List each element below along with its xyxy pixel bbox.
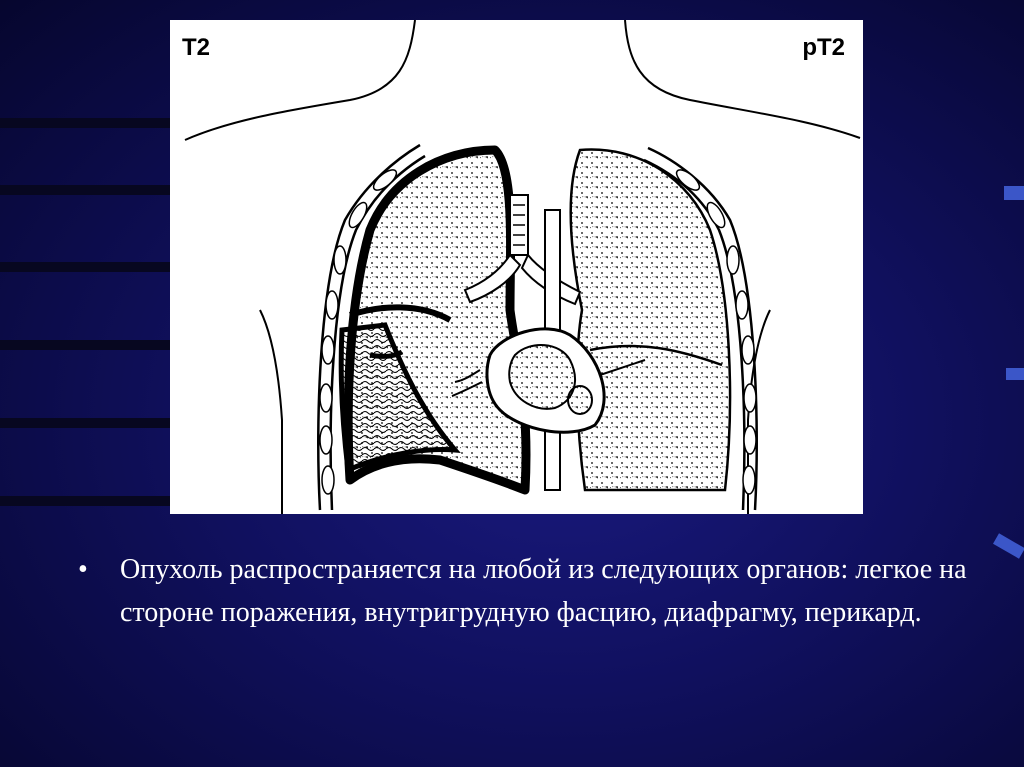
background-stripe: [0, 418, 170, 428]
background-stripe: [0, 185, 170, 195]
background-stripe: [0, 496, 170, 506]
lung-diagram: [170, 20, 863, 514]
accent-mark: [1004, 186, 1024, 200]
background-stripe: [0, 118, 170, 128]
label-pt2: pT2: [802, 34, 845, 61]
bullet-marker: •: [78, 554, 88, 585]
lung-diagram-drawing: [170, 20, 863, 514]
label-t2: T2: [182, 34, 211, 61]
background-stripe: [0, 262, 170, 272]
background-stripe: [0, 340, 170, 350]
lung-right-side: [571, 150, 730, 490]
accent-mark: [993, 533, 1024, 558]
bullet-text: Опухоль распространяется на любой из следующих органов: легкое на стороне поражения, внутригрудную фасцию, диафрагму, перикард.: [120, 554, 967, 628]
accent-mark: [1006, 368, 1024, 380]
